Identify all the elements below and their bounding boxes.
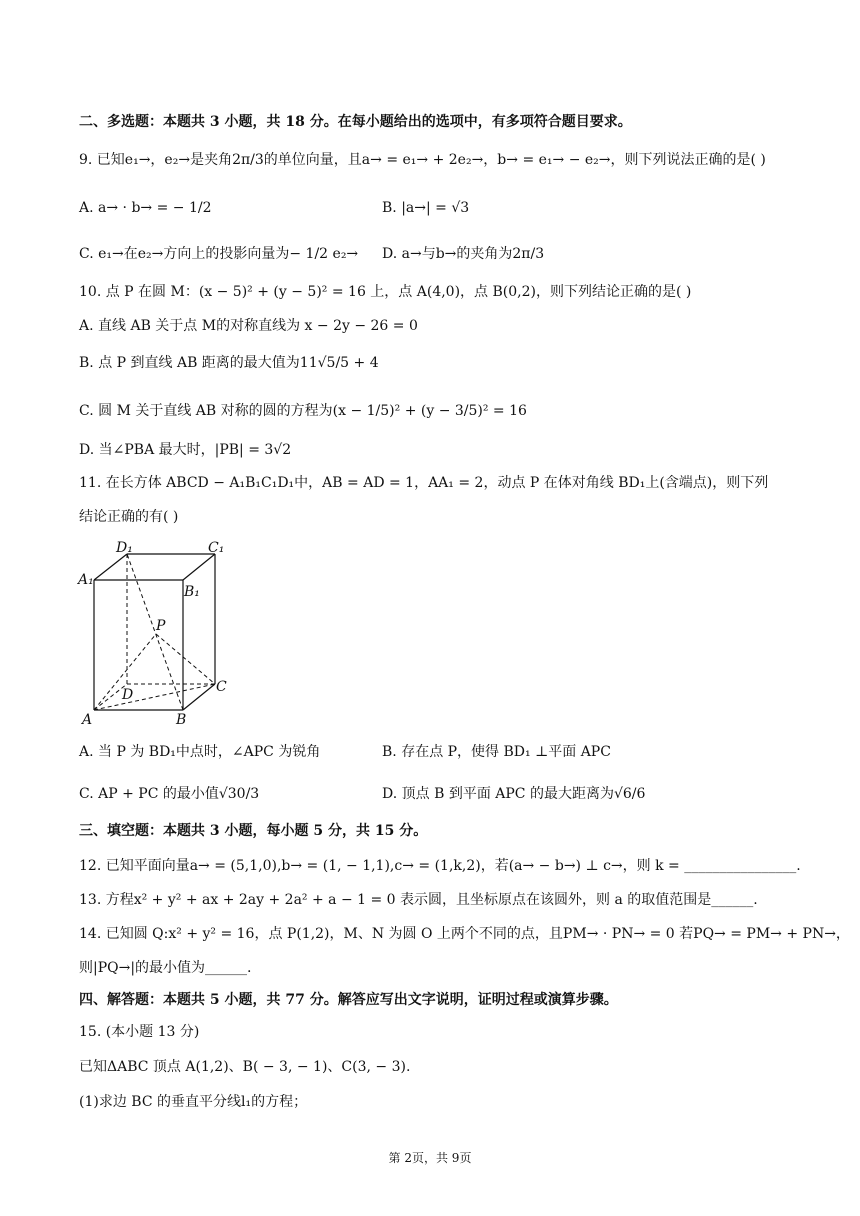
q14-line1: 14. 已知圆 Q:x² + y² = 16，点 P(1,2)，M、N 为圆 O 上两个不同的点，且PM→ · PN→ = 0 若PQ→ = PM→ + PN→， — [79, 926, 850, 942]
edge-b1-c1 — [183, 554, 215, 580]
q11-option-a: A. 当 P 为 BD₁中点时，∠APC 为锐角 — [79, 744, 321, 760]
label-c1: C₁ — [208, 540, 225, 556]
label-d: D — [122, 687, 134, 703]
edge-a1-d1 — [94, 554, 127, 580]
label-b1: B₁ — [184, 584, 200, 600]
section-4-heading: 四、解答题：本题共 5 小题，共 77 分。解答应写出文字说明，证明过程或演算步骤。 — [79, 992, 618, 1008]
label-b: B — [176, 712, 187, 728]
label-d1: D₁ — [116, 540, 133, 556]
q15-given: 已知ΔABC 顶点 A(1,2)、B( − 3, − 1)、C(3, − 3). — [79, 1059, 411, 1075]
diagonal-b-d1 — [127, 554, 183, 710]
q11-option-d: D. 顶点 B 到平面 APC 的最大距离为√6/6 — [382, 786, 646, 802]
section-3-heading: 三、填空题：本题共 3 小题，每小题 5 分，共 15 分。 — [79, 823, 428, 839]
q13-text: 13. 方程x² + y² + ax + 2ay + 2a² + a − 1 = 0 表示圆，且坐标原点在该圆外，则 a 的取值范围是______. — [79, 892, 758, 908]
q9-stem: 9. 已知e₁→，e₂→是夹角2π/3的单位向量，且a→ = e₁→ + 2e₂→，b→ = e₁→ − e₂→，则下列说法正确的是( ) — [79, 152, 766, 168]
q9-option-c: C. e₁→在e₂→方向上的投影向量为− 1/2 e₂→ — [79, 246, 359, 262]
q11-option-b: B. 存在点 P，使得 BD₁ ⊥平面 APC — [382, 744, 611, 760]
q11-stem-line2: 结论正确的有( ) — [79, 509, 179, 525]
q11-option-c: C. AP + PC 的最小值√30/3 — [79, 786, 260, 802]
label-c: C — [216, 679, 227, 695]
q9-option-a: A. a→ · b→ = − 1/2 — [79, 200, 212, 216]
q10-option-c: C. 圆 M 关于直线 AB 对称的圆的方程为(x − 1/5)² + (y − 3/5)² = 16 — [79, 403, 527, 419]
q10-stem: 10. 点 P 在圆 M：(x − 5)² + (y − 5)² = 16 上，点 A(4,0)，点 B(0,2)，则下列结论正确的是( ) — [79, 284, 692, 300]
cuboid-figure — [76, 538, 246, 728]
segment-p-c — [156, 634, 215, 684]
q12-text: 12. 已知平面向量a→ = (5,1,0),b→ = (1, − 1,1),c→ = (1,k,2)，若(a→ − b→) ⊥ c→，则 k = ________________. — [79, 858, 801, 874]
q15-title: 15. (本小题 13 分) — [79, 1024, 200, 1040]
label-a: A — [82, 712, 93, 728]
q9-option-d: D. a→与b→的夹角为2π/3 — [382, 246, 545, 262]
label-p: P — [156, 618, 166, 634]
section-2-heading: 二、多选题：本题共 3 小题，共 18 分。在每小题给出的选项中，有多项符合题目要求。 — [79, 114, 632, 130]
q10-option-a: A. 直线 AB 关于点 M的对称直线为 x − 2y − 26 = 0 — [79, 318, 418, 334]
label-a1: A₁ — [78, 572, 94, 588]
q11-stem-line1: 11. 在长方体 ABCD − A₁B₁C₁D₁中，AB = AD = 1，AA₁ = 2，动点 P 在体对角线 BD₁上(含端点)，则下列 — [79, 475, 769, 491]
q9-option-b: B. |a→| = √3 — [382, 200, 470, 216]
q15-part1: (1)求边 BC 的垂直平分线l₁的方程； — [79, 1094, 308, 1110]
q10-option-d: D. 当∠PBA 最大时，|PB| = 3√2 — [79, 442, 292, 458]
q10-option-b: B. 点 P 到直线 AB 距离的最大值为11√5/5 + 4 — [79, 355, 379, 371]
q14-line2: 则|PQ→|的最小值为______. — [79, 960, 252, 976]
page-footer: 第 2页，共 9页 — [388, 1151, 472, 1165]
